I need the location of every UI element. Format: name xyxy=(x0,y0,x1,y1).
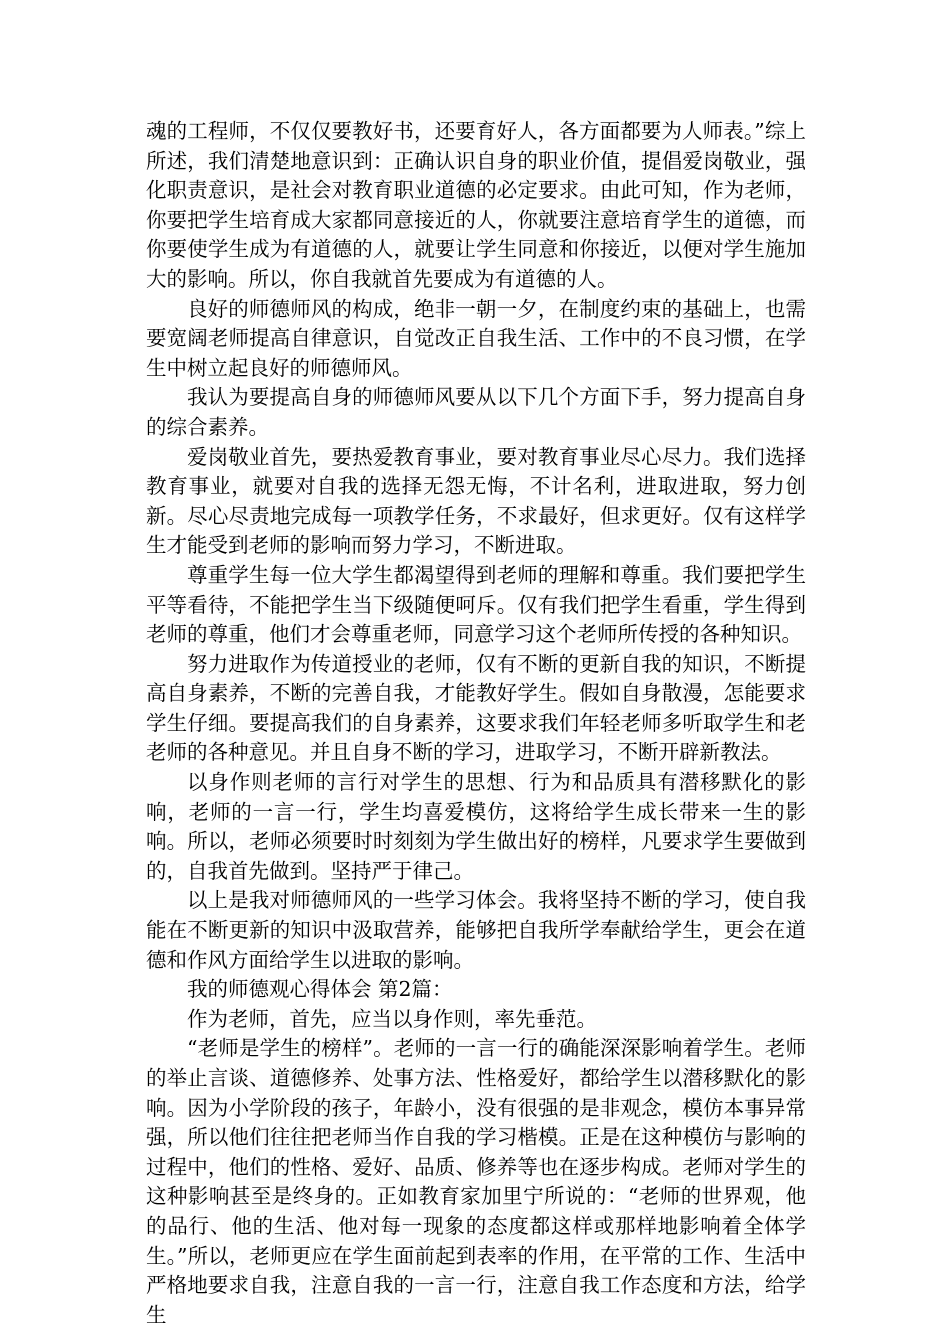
paragraph-11: “老师是学生的榜样”。老师的一言一行的确能深深影响着学生。老师的举止言谈、道德修养、处事方法、性格爱好，都给学生以潜移默化的影响。因为小学阶段的孩子，年龄小，没有很强的是非观念，模仿本事异常强，所以他们往往把老师当作自我的学习楷模。正是在这种模仿与影响的过程中，他们的性格、爱好、品质、修养等也在逐步构成。老师对学生的这种影响甚至是终身的。正如教育家加里宁所说的：“老师的世界观，他的品行、他的生活、他对每一现象的态度都这样或那样地影响着全体学生。”所以，老师更应在学生面前起到表率的作用，在平常的工作、生活中严格地要求自我，注意自我的一言一行，注意自我工作态度和方法，给学生 xyxy=(146,1036,806,1327)
paragraph-4: 爱岗敬业首先，要热爱教育事业，要对教育事业尽心尽力。我们选择教育事业，就要对自我的选择无怨无悔，不计名利，进取进取，努力创新。尽心尽责地完成每一项教学任务，不求最好，但求更好。仅有这样学生才能受到老师的影响而努力学习，不断进取。 xyxy=(146,444,806,558)
section-heading: 我的师德观心得体会 第2篇： xyxy=(187,977,453,1002)
paragraph-10: 作为老师，首先，应当以身作则，率先垂范。 xyxy=(187,1006,597,1031)
paragraph-6: 努力进取作为传道授业的老师，仅有不断的更新自我的知识，不断提高自身素养，不断的完善自我，才能教好学生。假如自身散漫，怎能要求学生仔细。要提高我们的自身素养，这要求我们年轻老师多听取学生和老老师的各种意见。并且自身不断的学习，进取学习，不断开辟新教法。 xyxy=(146,651,806,765)
paragraph-1: 魂的工程师，不仅仅要教好书，还要育好人，各方面都要为人师表。”综上所述，我们清楚地意识到：正确认识自身的职业价值，提倡爱岗敬业，强化职责意识，是社会对教育职业道德的必定要求。由此可知，作为老师，你要把学生培育成大家都同意接近的人，你就要注意培育学生的道德，而你要使学生成为有道德的人，就要让学生同意和你接近，以便对学生施加大的影响。所以，你自我就首先要成为有道德的人。 xyxy=(146,119,806,291)
document-page xyxy=(146,117,806,1330)
paragraph-5: 尊重学生每一位大学生都渴望得到老师的理解和尊重。我们要把学生平等看待，不能把学生当下级随便呵斥。仅有我们把学生看重，学生得到老师的尊重，他们才会尊重老师，同意学习这个老师所传授的各种知识。 xyxy=(146,562,806,647)
paragraph-2: 良好的师德师风的构成，绝非一朝一夕，在制度约束的基础上，也需要宽阔老师提高自律意识，自觉改正自我生活、工作中的不良习惯，在学生中树立起良好的师德师风。 xyxy=(146,296,806,380)
paragraph-8: 以上是我对师德师风的一些学习体会。我将坚持不断的学习，使自我能在不断更新的知识中汲取营养，能够把自我所学奉献给学生，更会在道德和作风方面给学生以进取的影响。 xyxy=(146,888,806,972)
paragraph-3: 我认为要提高自身的师德师风要从以下几个方面下手，努力提高自身的综合素养。 xyxy=(146,385,806,439)
paragraph-7: 以身作则老师的言行对学生的思想、行为和品质具有潜移默化的影响，老师的一言一行，学生均喜爱模仿，这将给学生成长带来一生的影响。所以，老师必须要时时刻刻为学生做出好的榜样，凡要求学生要做到的，自我首先做到。坚持严于律己。 xyxy=(146,770,806,883)
